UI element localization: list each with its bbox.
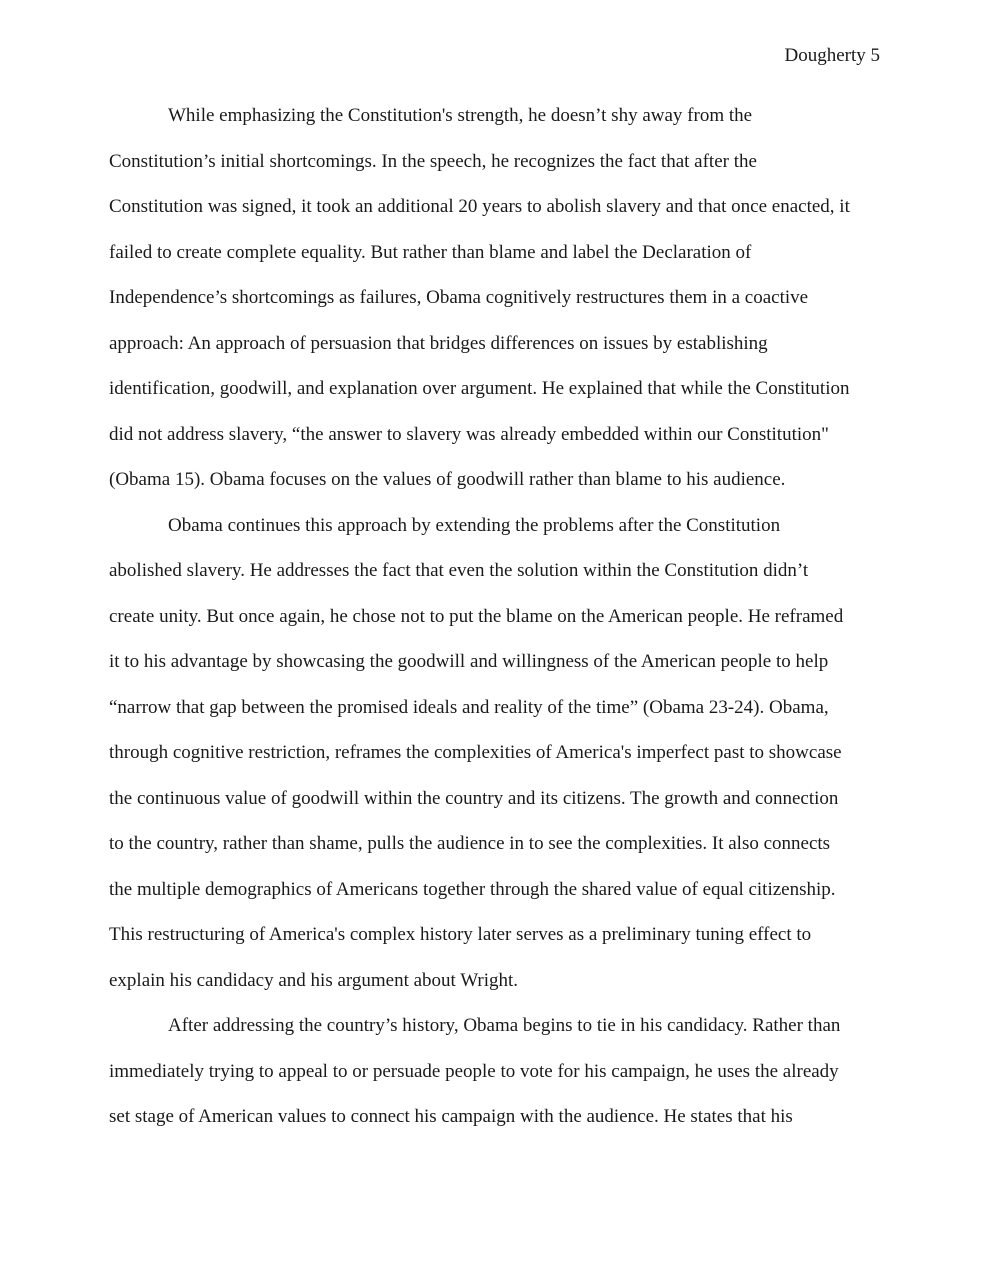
text-line: This restructuring of America's complex history later serves as a preliminary tuning effect to	[109, 924, 812, 945]
text-line: Constitution’s initial shortcomings. In the speech, he recognizes the fact that after the	[109, 150, 757, 172]
paragraph-first-line: After addressing the country’s history, Obama begins to tie in his candidacy. Rather than	[168, 1015, 841, 1036]
text-line: it to his advantage by showcasing the goodwill and willingness of the American people to help	[109, 651, 829, 672]
text-line: the multiple demographics of Americans together through the shared value of equal citizenship.	[109, 878, 836, 900]
text-line: abolished slavery. He addresses the fact that even the solution within the Constitution didn’t	[109, 560, 809, 581]
paragraph-first-line: Obama continues this approach by extending the problems after the Constitution	[168, 514, 781, 536]
text-line: “narrow that gap between the promised ideals and reality of the time” (Obama 23-24). Obama,	[109, 696, 829, 718]
text-line: the continuous value of goodwill within the country and its citizens. The growth and connection	[109, 787, 839, 809]
text-line: Constitution was signed, it took an additional 20 years to abolish slavery and that once enacted, it	[109, 196, 850, 217]
text-line: explain his candidacy and his argument about Wright.	[109, 969, 519, 991]
text-line: (Obama 15). Obama focuses on the values of goodwill rather than blame to his audience.	[109, 469, 786, 490]
text-line: create unity. But once again, he chose not to put the blame on the American people. He reframed	[109, 605, 844, 627]
body-text	[109, 93, 881, 1140]
text-line: failed to create complete equality. But rather than blame and label the Declaration of	[109, 241, 752, 263]
paragraph-first-line: While emphasizing the Constitution's strength, he doesn’t shy away from the	[168, 105, 753, 126]
text-line: through cognitive restriction, reframes the complexities of America's imperfect past to showcase	[109, 742, 842, 763]
text-line: set stage of American values to connect his campaign with the audience. He states that his	[109, 1106, 793, 1127]
text-line: identification, goodwill, and explanation over argument. He explained that while the Constitution	[109, 378, 850, 399]
text-line: did not address slavery, “the answer to slavery was already embedded within our Constitution"	[109, 423, 829, 445]
text-line: immediately trying to appeal to or persuade people to vote for his campaign, he uses the already	[109, 1060, 839, 1082]
text-line: Independence’s shortcomings as failures, Obama cognitively restructures them in a coactive	[109, 287, 809, 308]
text-line: approach: An approach of persuasion that bridges differences on issues by establishing	[109, 332, 768, 354]
running-header: Dougherty 5	[784, 45, 880, 66]
text-line: to the country, rather than shame, pulls the audience in to see the complexities. It also connects	[109, 833, 831, 854]
